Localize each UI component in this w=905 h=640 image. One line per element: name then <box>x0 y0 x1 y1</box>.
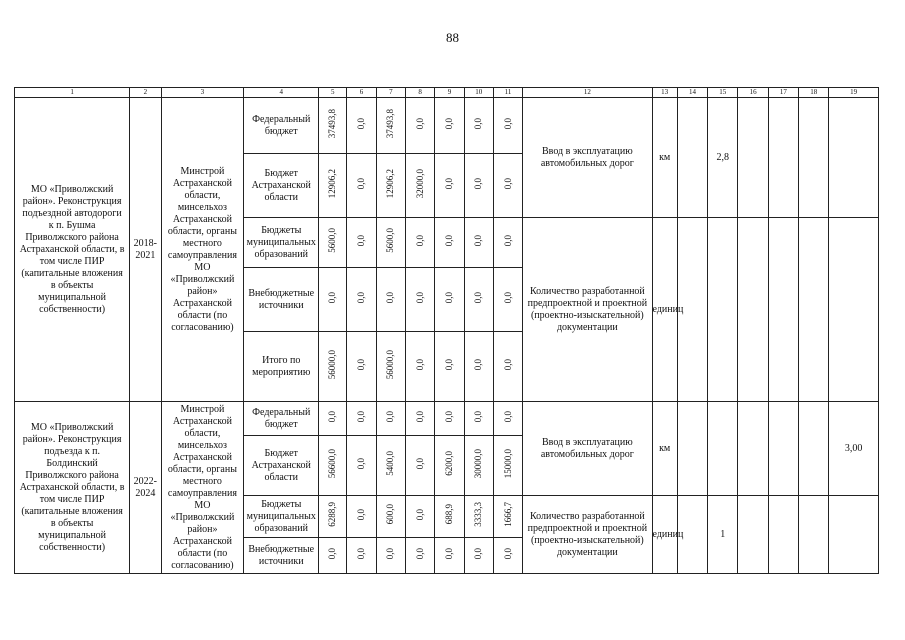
table-row <box>15 98 879 154</box>
value-cell: 0,0 <box>502 234 513 247</box>
value-cell: 0,0 <box>473 547 484 560</box>
value-cell: 0,0 <box>356 410 367 423</box>
value-cell: 0,0 <box>444 117 455 130</box>
value-cell: 56000,0 <box>385 349 396 380</box>
measure-name: МО «Приволжский район». Реконструкция подъезда к п. Болдинский Приволжского района Астраханской области, в том числе ПИР (капитальные вложения в объекты муниципальной собственности) <box>15 402 130 574</box>
value-cell: 0,0 <box>385 291 396 304</box>
value-cell: 0,0 <box>356 291 367 304</box>
value-cell: 0,0 <box>414 291 425 304</box>
value-cell: 0,0 <box>385 410 396 423</box>
value-cell: 0,0 <box>414 117 425 130</box>
value-cell: 0,0 <box>473 410 484 423</box>
value-cell: 0,0 <box>473 358 484 371</box>
value-cell: 0,0 <box>502 177 513 190</box>
col-num: 15 <box>708 88 738 98</box>
value-cell: 0,0 <box>444 547 455 560</box>
value-cell: 12906,2 <box>327 168 338 199</box>
value-cell: 0,0 <box>444 234 455 247</box>
value-cell: 0,0 <box>444 410 455 423</box>
value-cell: 3333,3 <box>473 502 484 527</box>
indicator-name: Количество разработанной предпроектной и проектной (проектно-изыскательной) документации <box>523 496 652 574</box>
indicator-unit: км <box>652 98 677 218</box>
page-number: 88 <box>446 30 459 45</box>
value-cell: 0,0 <box>502 410 513 423</box>
value-cell: 32000,0 <box>414 168 425 199</box>
column-number-row <box>15 88 879 98</box>
indicator-value: 3,00 <box>829 402 879 496</box>
value-cell: 0,0 <box>502 291 513 304</box>
value-cell: 0,0 <box>414 508 425 521</box>
col-num: 3 <box>161 88 244 98</box>
value-cell: 5600,0 <box>327 228 338 253</box>
col-num: 1 <box>15 88 130 98</box>
value-cell: 0,0 <box>414 358 425 371</box>
funding-source: Бюджет Астраханской области <box>244 154 319 218</box>
funding-source: Федеральный бюджет <box>244 402 319 436</box>
col-num: 5 <box>319 88 347 98</box>
period: 2022-2024 <box>130 402 161 574</box>
executor: Минстрой Астраханской области, минсельхоз Астраханской области, органы местного самоуправления МО «Приволжский район» Астраханской области (по согласованию) <box>161 402 244 574</box>
col-num: 11 <box>493 88 522 98</box>
value-cell: 0,0 <box>473 177 484 190</box>
col-num: 18 <box>799 88 829 98</box>
col-num: 14 <box>677 88 707 98</box>
value-cell: 56000,0 <box>327 349 338 380</box>
value-cell: 0,0 <box>356 547 367 560</box>
col-num: 9 <box>435 88 464 98</box>
col-num: 4 <box>244 88 319 98</box>
value-cell: 0,0 <box>327 547 338 560</box>
indicator-value: 1 <box>708 496 738 574</box>
value-cell: 56600,0 <box>327 448 338 479</box>
value-cell: 0,0 <box>502 547 513 560</box>
value-cell: 37493,8 <box>327 108 338 139</box>
funding-source: Внебюджетные источники <box>244 268 319 332</box>
funding-source: Федеральный бюджет <box>244 98 319 154</box>
value-cell: 0,0 <box>502 358 513 371</box>
value-cell: 5600,0 <box>385 228 396 253</box>
col-num: 7 <box>376 88 405 98</box>
col-num: 19 <box>829 88 879 98</box>
value-cell: 0,0 <box>444 291 455 304</box>
value-cell: 6200,0 <box>444 451 455 476</box>
value-cell: 0,0 <box>473 117 484 130</box>
value-cell: 0,0 <box>473 291 484 304</box>
value-cell: 0,0 <box>356 177 367 190</box>
value-cell: 30000,0 <box>473 448 484 479</box>
value-cell: 0,0 <box>414 547 425 560</box>
value-cell: 12906,2 <box>385 168 396 199</box>
executor: Минстрой Астраханской области, минсельхоз Астраханской области, органы местного самоуправления МО «Приволжский район» Астраханской области (по согласованию) <box>161 98 244 402</box>
value-cell: 6288,9 <box>327 502 338 527</box>
col-num: 13 <box>652 88 677 98</box>
col-num: 2 <box>130 88 161 98</box>
value-cell: 0,0 <box>327 291 338 304</box>
col-num: 12 <box>523 88 652 98</box>
value-cell: 0,0 <box>356 508 367 521</box>
value-cell: 0,0 <box>356 234 367 247</box>
indicator-name: Количество разработанной предпроектной и проектной (проектно-изыскательной) документации <box>523 218 652 402</box>
indicator-name: Ввод в эксплуатацию автомобильных дорог <box>523 402 652 496</box>
program-table <box>14 87 879 574</box>
funding-source: Бюджеты муниципальных образований <box>244 496 319 538</box>
value-cell: 0,0 <box>414 234 425 247</box>
value-cell: 1666,7 <box>502 502 513 527</box>
value-cell: 0,0 <box>473 234 484 247</box>
indicator-unit: единиц <box>652 218 677 402</box>
value-cell: 600,0 <box>385 504 396 525</box>
value-cell: 0,0 <box>444 177 455 190</box>
funding-source: Итого по мероприятию <box>244 332 319 402</box>
value-cell: 0,0 <box>356 457 367 470</box>
value-cell: 0,0 <box>385 547 396 560</box>
value-cell: 5400,0 <box>385 451 396 476</box>
value-cell: 37493,8 <box>385 108 396 139</box>
funding-source: Бюджет Астраханской области <box>244 436 319 496</box>
indicator-unit: км <box>652 402 677 496</box>
value-cell: 0,0 <box>414 457 425 470</box>
value-cell: 0,0 <box>356 117 367 130</box>
col-num: 10 <box>464 88 493 98</box>
value-cell: 15000,0 <box>502 448 513 479</box>
value-cell: 0,0 <box>356 358 367 371</box>
indicator-unit: единиц <box>652 496 677 574</box>
value-cell: 0,0 <box>414 410 425 423</box>
table-row <box>15 402 879 436</box>
col-num: 8 <box>406 88 435 98</box>
col-num: 17 <box>768 88 798 98</box>
funding-source: Бюджеты муниципальных образований <box>244 218 319 268</box>
col-num: 16 <box>738 88 768 98</box>
value-cell: 0,0 <box>444 358 455 371</box>
indicator-name: Ввод в эксплуатацию автомобильных дорог <box>523 98 652 218</box>
period: 2018-2021 <box>130 98 161 402</box>
value-cell: 688,9 <box>444 504 455 525</box>
col-num: 6 <box>347 88 376 98</box>
value-cell: 0,0 <box>327 410 338 423</box>
value-cell: 0,0 <box>502 117 513 130</box>
measure-name: МО «Приволжский район». Реконструкция подъездной автодороги к п. Бушма Приволжского района Астраханской области, в том числе ПИР (капитальные вложения в объекты муниципальной собственности) <box>15 98 130 402</box>
funding-source: Внебюджетные источники <box>244 538 319 574</box>
indicator-value: 2,8 <box>708 98 738 218</box>
